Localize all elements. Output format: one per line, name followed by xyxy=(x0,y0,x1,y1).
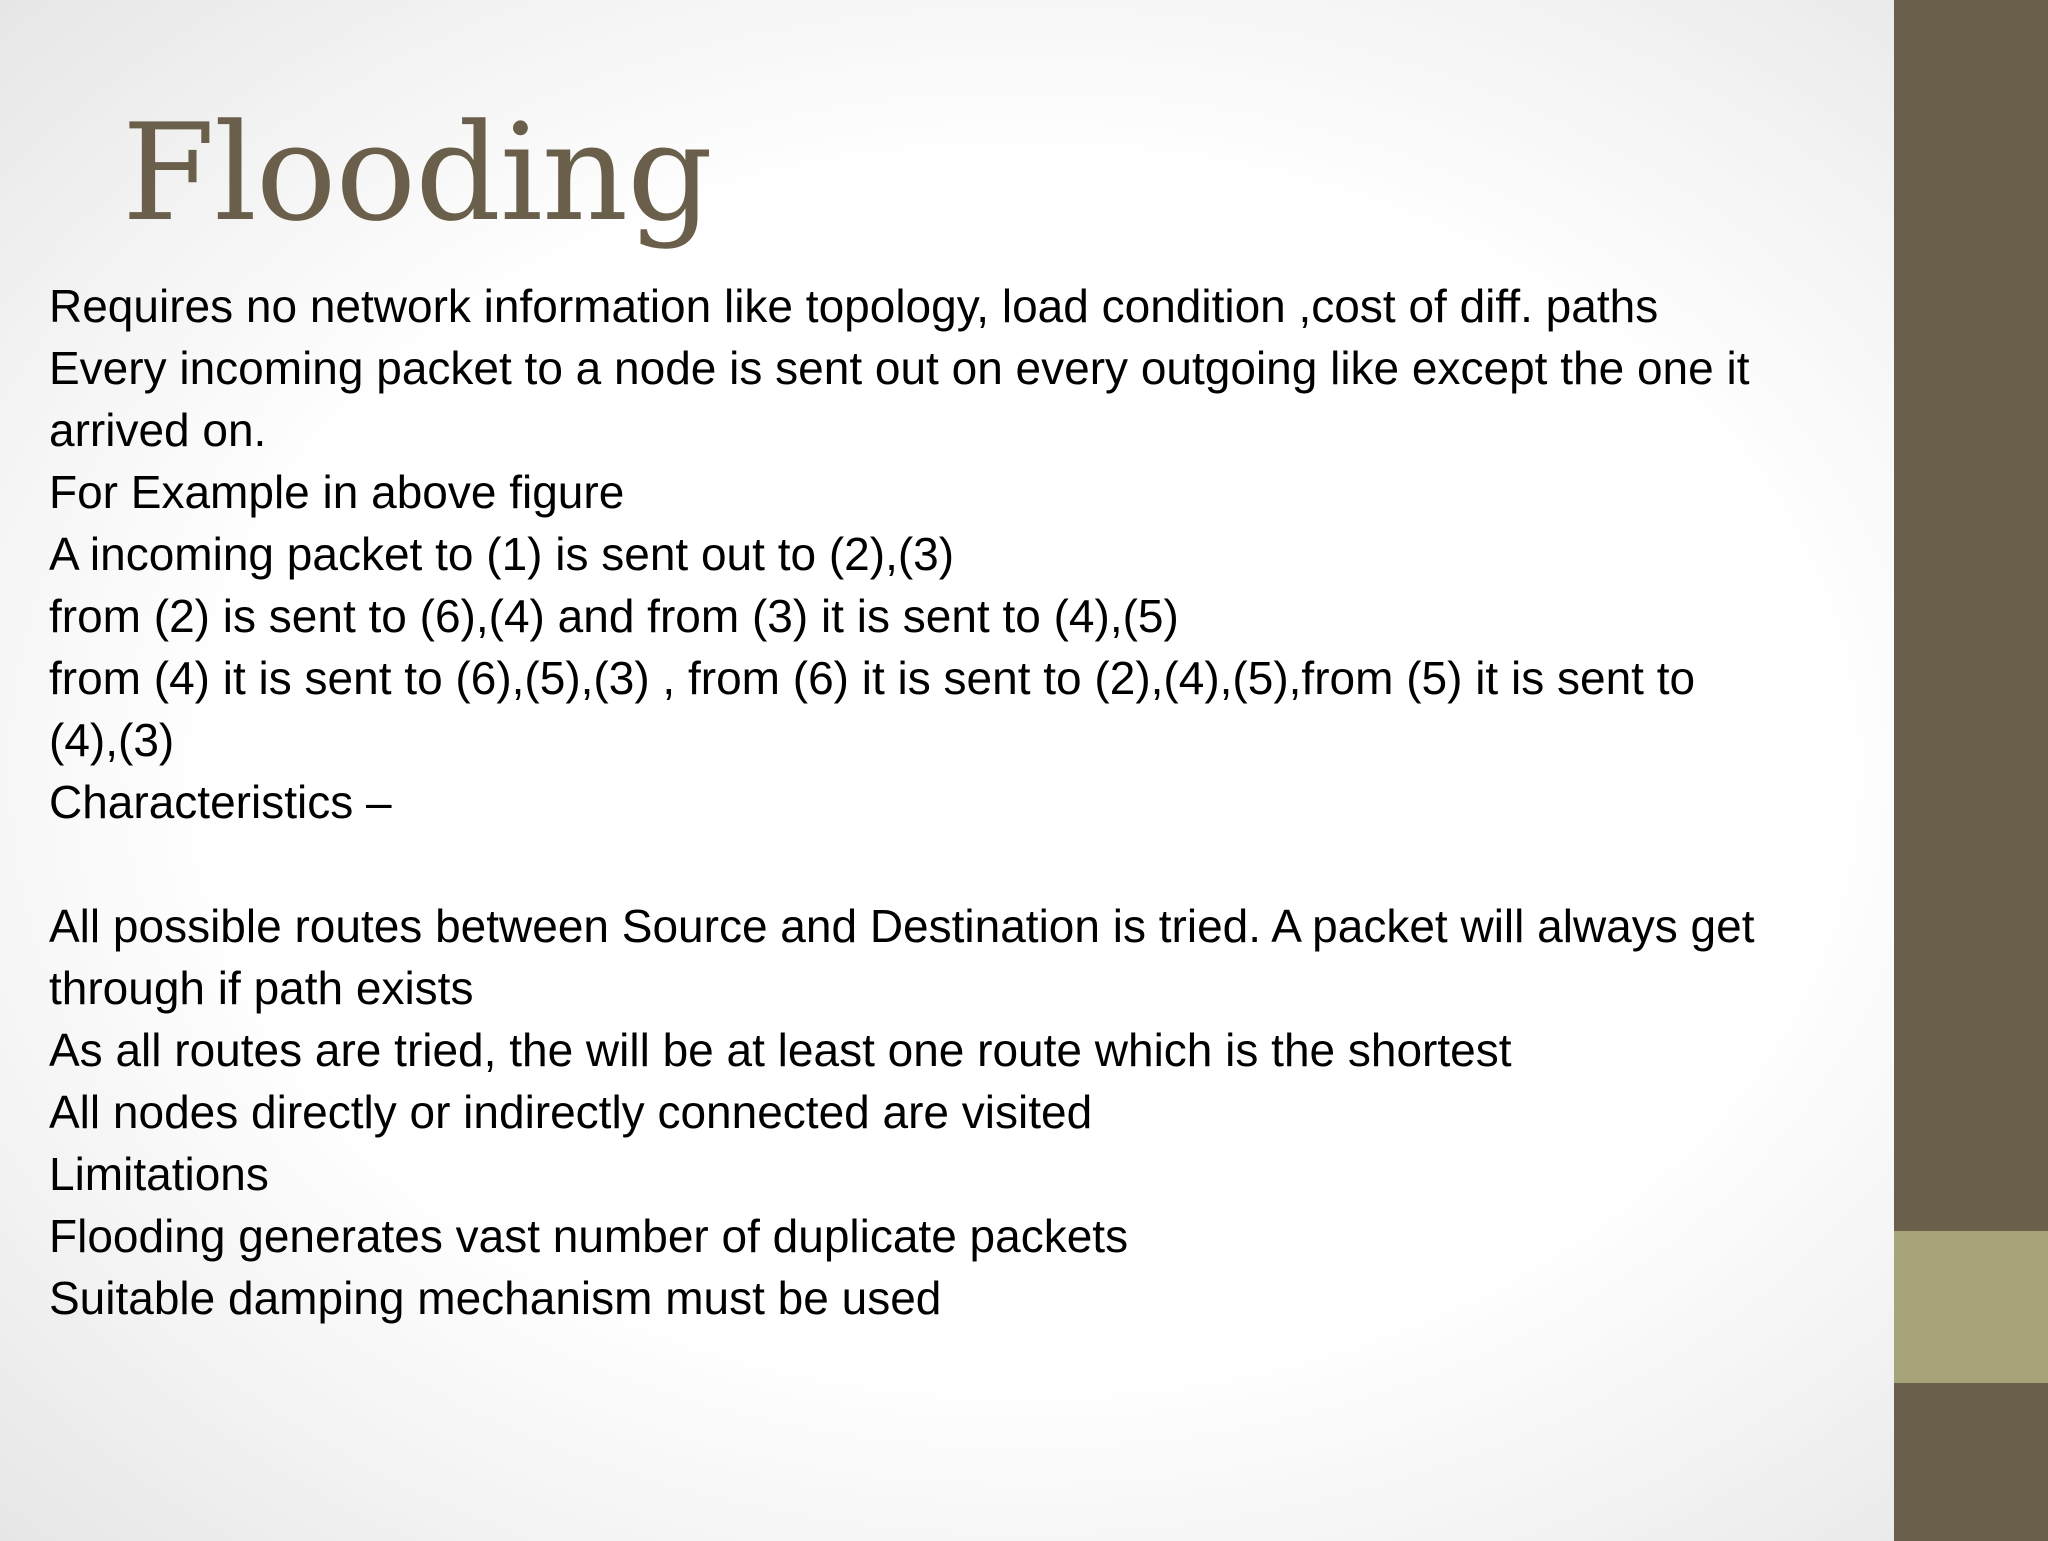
body-line: Requires no network information like topology, load condition ,cost of diff. paths xyxy=(49,280,1659,332)
body-line: All nodes directly or indirectly connected are visited xyxy=(49,1086,1093,1138)
body-line: Suitable damping mechanism must be used xyxy=(49,1272,942,1324)
body-line: Limitations xyxy=(49,1148,269,1200)
blank-line xyxy=(49,833,1889,895)
body-line: through if path exists xyxy=(49,962,474,1014)
body-line: For Example in above figure xyxy=(49,466,625,518)
body-line: (4),(3) xyxy=(49,714,175,766)
body-line: Every incoming packet to a node is sent out on every outgoing like except the one it xyxy=(49,342,1750,394)
body-line: Flooding generates vast number of duplicate packets xyxy=(49,1210,1129,1262)
body-line: arrived on. xyxy=(49,404,267,456)
body-line: All possible routes between Source and Destination is tried. A packet will always get xyxy=(49,900,1755,952)
body-line: from (2) is sent to (6),(4) and from (3) it is sent to (4),(5) xyxy=(49,590,1179,642)
body-line: from (4) it is sent to (6),(5),(3) , from (6) it is sent to (2),(4),(5),from (5) it is sent to xyxy=(49,652,1696,704)
body-line: Characteristics – xyxy=(49,776,392,828)
side-accent-decoration xyxy=(1894,1231,2048,1383)
body-line: A incoming packet to (1) is sent out to (2),(3) xyxy=(49,528,955,580)
slide-title: Flooding xyxy=(122,95,712,251)
body-line: As all routes are tried, the will be at least one route which is the shortest xyxy=(49,1024,1512,1076)
slide-body xyxy=(49,275,1889,1329)
